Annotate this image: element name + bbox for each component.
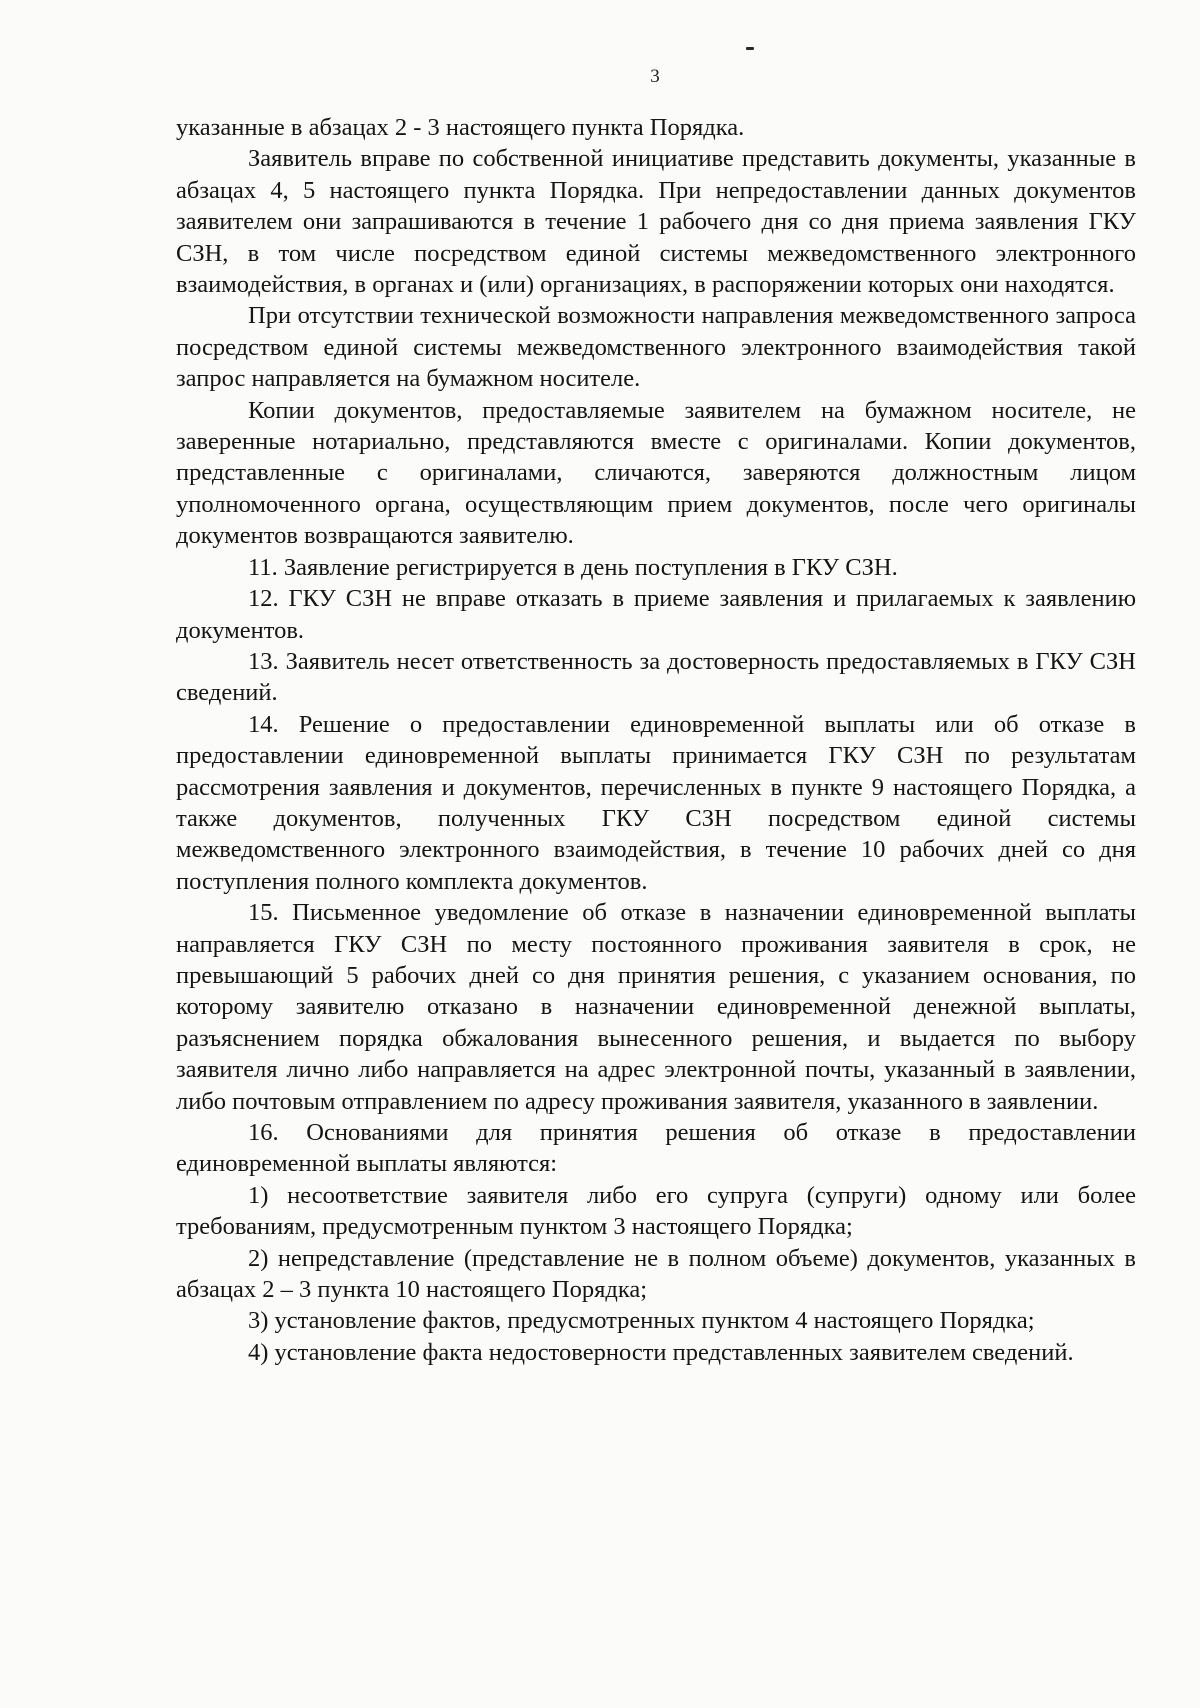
clause-13: 13. Заявитель несет ответственность за достоверность предоставляемых в ГКУ СЗН сведений.	[176, 647, 1136, 707]
clause-16-item-4: 4) установление факта недостоверности представленных заявителем сведений.	[248, 1338, 1074, 1366]
clause-16-item-2: 2) непредставление (представление не в полном объеме) документов, указанных в абзацах 2 – 3 пункта 10 настоящего Порядка;	[176, 1244, 1136, 1304]
clause-12: 12. ГКУ СЗН не вправе отказать в приеме заявления и прилагаемых к заявлению документов.	[176, 585, 1136, 644]
document-body	[176, 112, 1136, 1368]
page-number: 3	[650, 66, 660, 87]
paragraph-continuation: указанные в абзацах 2 - 3 настоящего пункта Порядка.	[176, 114, 745, 141]
paragraph-applicant-right: Заявитель вправе по собственной инициативе представить документы, указанные в абзацах 4, 5 настоящего пункта Порядка. При непредоставлении данных документов заявителем они запрашиваются в течение 1 рабочего дня со дня приема заявления ГКУ СЗН, в том числе посредством единой системы межведомственного электронного взаимодействия, в органах и (или) организациях, в распоряжении которых они находятся.	[176, 145, 1136, 299]
clause-15: 15. Письменное уведомление об отказе в назначении единовременной выплаты направляется ГКУ СЗН по месту постоянного проживания заявителя в срок, не превышающий 5 рабочих дней со дня принятия решения, с указанием основания, по которому заявителю отказано в назначении единовременной денежной выплаты, разъяснением порядка обжалования вынесенного решения, и выдается по выбору заявителя лично либо направляется на адрес электронной почты, указанный в заявлении, либо почтовым отправлением по адресу проживания заявителя, указанного в заявлении.	[176, 899, 1136, 1115]
clause-14: 14. Решение о предоставлении единовременной выплаты или об отказе в предоставлении единовременной выплаты принимается ГКУ СЗН по результатам рассмотрения заявления и документов, перечисленных в пункте 9 настоящего Порядка, а также документов, полученных ГКУ СЗН посредством единой системы межведомственного электронного взаимодействия, в течение 10 рабочих дней со дня поступления полного комплекта документов.	[176, 710, 1136, 895]
paragraph-paper-request: При отсутствии технической возможности направления межведомственного запроса посредством единой системы межведомственного электронного взаимодействия такой запрос направляется на бумажном носителе.	[176, 302, 1136, 393]
clause-16-item-3: 3) установление фактов, предусмотренных пунктом 4 настоящего Порядка;	[248, 1307, 1035, 1335]
clause-16: 16. Основаниями для принятия решения об отказе в предоставлении единовременной выплаты являются:	[176, 1119, 1136, 1178]
paragraph-document-copies: Копии документов, предоставляемые заявителем на бумажном носителе, не заверенные нотариально, представляются вместе с оригиналами. Копии документов, представленные с оригиналами, сличаются, заверяются должностным лицом уполномоченного органа, осуществляющим прием документов, после чего оригиналы документов возвращаются заявителю.	[176, 396, 1136, 550]
clause-11: 11. Заявление регистрируется в день поступления в ГКУ СЗН.	[248, 553, 898, 581]
clause-16-item-1: 1) несоответствие заявителя либо его супруга (супруги) одному или более требованиям, предусмотренным пунктом 3 настоящего Порядка;	[176, 1181, 1136, 1241]
scan-speck	[746, 47, 754, 50]
